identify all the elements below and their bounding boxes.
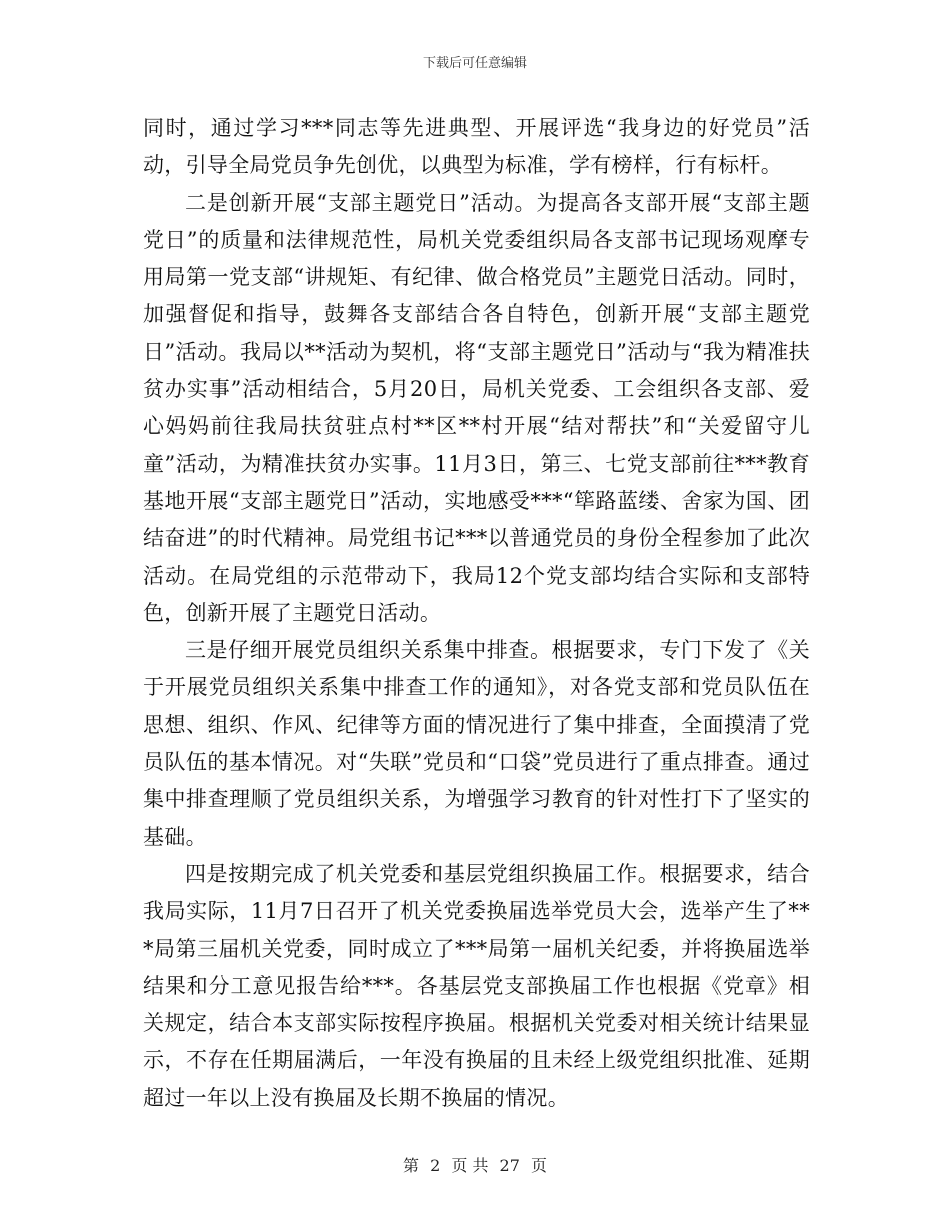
page-footer: [0, 1153, 950, 1176]
paragraph-election: 四是按期完成了机关党委和基层党组织换届工作。根据要求，结合我局实际，11月7日召开了机关党委换届选举党员大会，选举产生了***局第三届机关党委，同时成立了***局第一届机关纪委，并将换届选举结果和分工意见报告给***。各基层党支部换届工作也根据《党章》相关规定，结合本支部实际按程序换届。根据机关党委对相关统计结果显示，不存在任期届满后，一年没有换届的且未经上级党组织批准、延期超过一年以上没有换届及长期不换届的情况。: [143, 861, 810, 1110]
paragraph-continuation: 同时，通过学习***同志等先进典型、开展评选“我身边的好党员”活动，引导全局党员争先创优，以典型为标准，学有榜样，行有标杆。: [143, 116, 810, 178]
page-header: 下载后可任意编辑: [422, 56, 527, 71]
footer-prefix: 第: [402, 1156, 419, 1175]
footer-mid: 页 共: [451, 1156, 489, 1175]
footer-total-pages: 27: [499, 1156, 520, 1175]
paragraph-membership-check: 三是仔细开展党员组织关系集中排查。根据要求，专门下发了《关于开展党员组织关系集中排查工作的通知》，对各党支部和党员队伍在思想、组织、作风、纪律等方面的情况进行了集中排查，全面摸清了党员队伍的基本情况。对“失联”党员和“口袋”党员进行了重点排查。通过集中排查理顺了党员组织关系，为增强学习教育的针对性打下了坚实的基础。: [143, 638, 810, 849]
paragraph-theme-party-day: 二是创新开展“支部主题党日”活动。为提高各支部开展“支部主题党日”的质量和法律规范性，局机关党委组织局各支部书记现场观摩专用局第一党支部“讲规矩、有纪律、做合格党员”主题党日活动。同时，加强督促和指导，鼓舞各支部结合各自特色，创新开展“支部主题党日”活动。我局以**活动为契机，将“支部主题党日”活动与“我为精准扶贫办实事”活动相结合，5月20日，局机关党委、工会组织各支部、爱心妈妈前往我局扶贫驻点村**区**村开展“结对帮扶”和“关爱留守儿童”活动，为精准扶贫办实事。11月3日，第三、七党支部前往***教育基地开展“支部主题党日”活动，实地感受***“筚路蓝缕、舍家为国、团结奋进”的时代精神。局党组书记***以普通党员的身份全程参加了此次活动。在局党组的示范带动下，我局12个党支部均结合实际和支部特色，创新开展了主题党日活动。: [143, 190, 810, 625]
footer-suffix: 页: [531, 1156, 548, 1175]
footer-page-number: 2: [430, 1156, 441, 1175]
document-body: [143, 110, 810, 1117]
